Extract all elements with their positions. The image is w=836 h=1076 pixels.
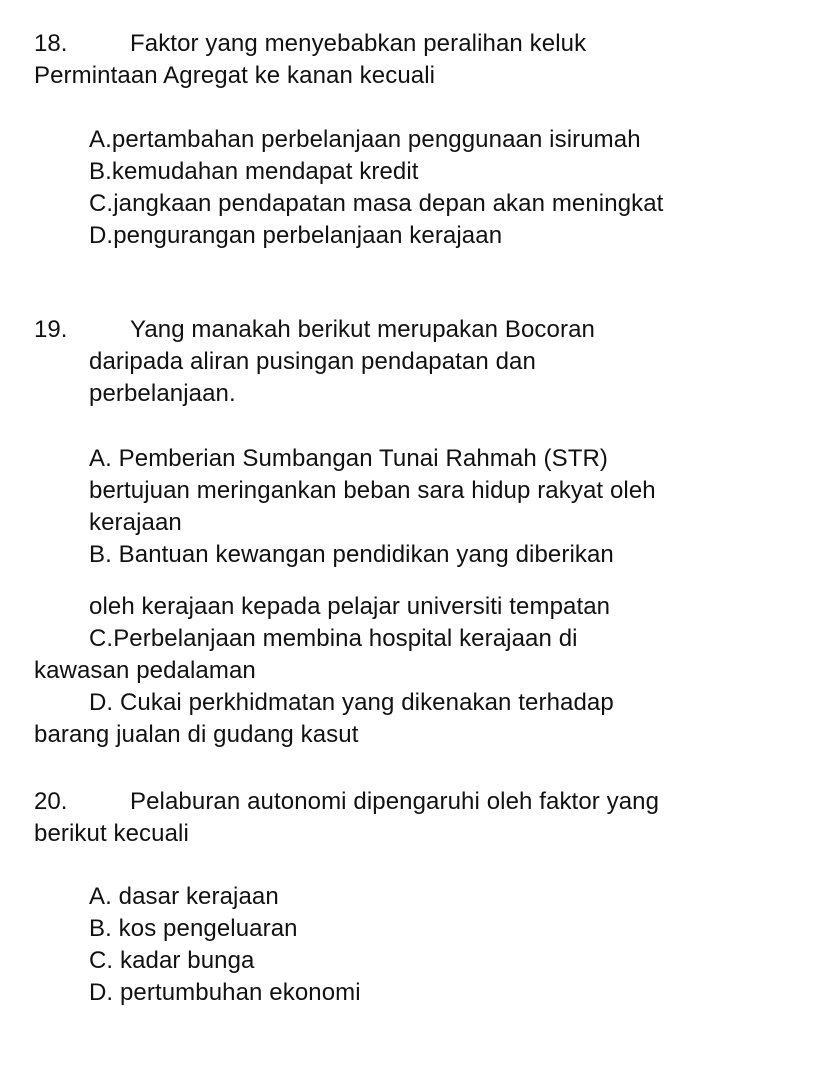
- option-a: A.pertambahan perbelanjaan penggunaan isirumah: [89, 126, 641, 153]
- option-b: B. kos pengeluaran: [89, 915, 298, 942]
- question-number: 19.: [34, 316, 68, 343]
- option-d: D. Cukai perkhidmatan yang dikenakan terhadap: [89, 689, 614, 716]
- option-b-continued: oleh kerajaan kepada pelajar universiti tempatan: [89, 593, 611, 620]
- option-d: D. pertumbuhan ekonomi: [89, 979, 361, 1006]
- option-c: C. kadar bunga: [89, 947, 255, 974]
- option-a-continued: kerajaan: [89, 509, 182, 536]
- question-stem-line: Permintaan Agregat ke kanan kecuali: [34, 62, 436, 89]
- option-c: C.Perbelanjaan membina hospital kerajaan di: [89, 625, 578, 652]
- question-stem-line: perbelanjaan.: [89, 380, 236, 407]
- question-stem-line: Faktor yang menyebabkan peralihan keluk: [130, 30, 587, 57]
- question-stem-line: Yang manakah berikut merupakan Bocoran: [130, 316, 595, 343]
- option-a: A. Pemberian Sumbangan Tunai Rahmah (STR): [89, 445, 609, 472]
- option-b: B. Bantuan kewangan pendidikan yang diberikan: [89, 541, 614, 568]
- option-d: D.pengurangan perbelanjaan kerajaan: [89, 222, 503, 249]
- question-number: 18.: [34, 30, 68, 57]
- option-a: A. dasar kerajaan: [89, 883, 279, 910]
- option-a-continued: bertujuan meringankan beban sara hidup rakyat oleh: [89, 477, 656, 504]
- question-stem-line: daripada aliran pusingan pendapatan dan: [89, 348, 536, 375]
- option-b: B.kemudahan mendapat kredit: [89, 158, 419, 185]
- question-stem-line: berikut kecuali: [34, 820, 189, 847]
- question-number: 20.: [34, 788, 68, 815]
- option-c: C.jangkaan pendapatan masa depan akan meningkat: [89, 190, 664, 217]
- question-stem-line: Pelaburan autonomi dipengaruhi oleh faktor yang: [130, 788, 660, 815]
- option-c-continued: kawasan pedalaman: [34, 657, 256, 684]
- option-d-continued: barang jualan di gudang kasut: [34, 721, 359, 748]
